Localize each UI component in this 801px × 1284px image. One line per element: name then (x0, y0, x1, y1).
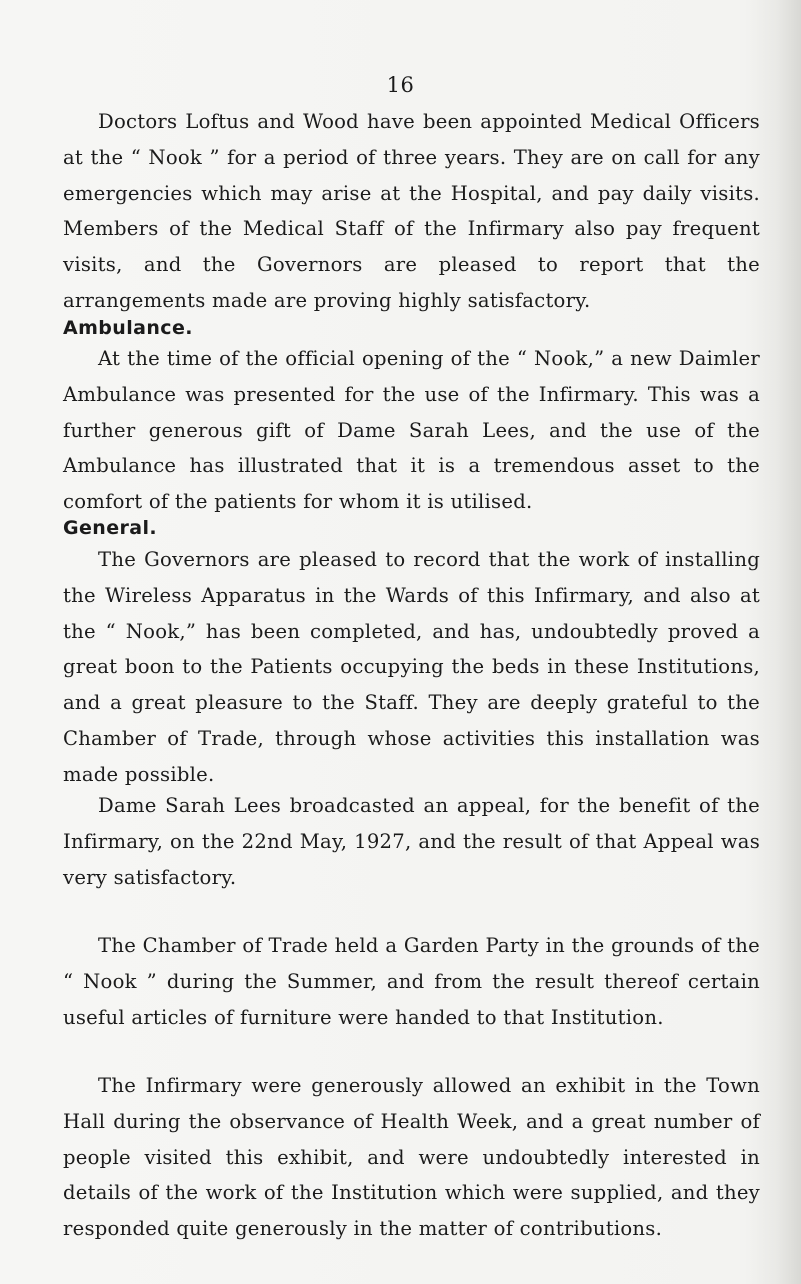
general-paragraph-3: The Chamber of Trade held a Garden Party in the grounds of the “ Nook ” during the Summer, and from the result thereof certain useful articles of furniture were handed to that Institution. (63, 934, 760, 1029)
general-paragraph-1: The Governors are pleased to record that the work of installing the Wireless Apparatus in the Wards of this Infirmary, and also at the “ Nook,” has been completed, and has, undoubtedly proved a great boon to the Patients occupying the beds in these Institutions, and a great pleasure to the Staff. They are deeply grateful to the Chamber of Trade, through whose activities this installation was made possible. (63, 548, 760, 786)
ambulance-section (63, 341, 760, 520)
page-number: 16 (386, 73, 415, 97)
general-heading: General. (63, 517, 158, 539)
general-section-part-4 (63, 1068, 760, 1247)
general-paragraph-2: Dame Sarah Lees broadcasted an appeal, for the benefit of the Infirmary, on the 22nd May, 1927, and the result of that Appeal was very satisfactory. (63, 794, 760, 889)
ambulance-paragraph: At the time of the official opening of the “ Nook,” a new Daimler Ambulance was presented for the use of the Infirmary. This was a further generous gift of Dame Sarah Lees, and the use of the Ambulance has illustrated that it is a tremendous asset to the comfort of the patients for whom it is utilised. (63, 347, 760, 514)
general-section-part-3 (63, 928, 760, 1035)
general-section-part-1 (63, 542, 760, 793)
intro-section (63, 104, 760, 319)
general-section-part-2 (63, 788, 760, 895)
general-paragraph-4: The Infirmary were generously allowed an exhibit in the Town Hall during the observance of Health Week, and a great number of people visited this exhibit, and were undoubtedly interested in details of the work of the Institution which were supplied, and they responded quite generously in the matter of contributions. (63, 1074, 760, 1241)
intro-paragraph: Doctors Loftus and Wood have been appointed Medical Officers at the “ Nook ” for a period of three years. They are on call for any emergencies which may arise at the Hospital, and pay daily visits. Members of the Medical Staff of the Infirmary also pay frequent visits, and the Governors are pleased to report that the arrangements made are proving highly satisfactory. (63, 110, 760, 312)
ambulance-heading: Ambulance. (63, 317, 193, 339)
